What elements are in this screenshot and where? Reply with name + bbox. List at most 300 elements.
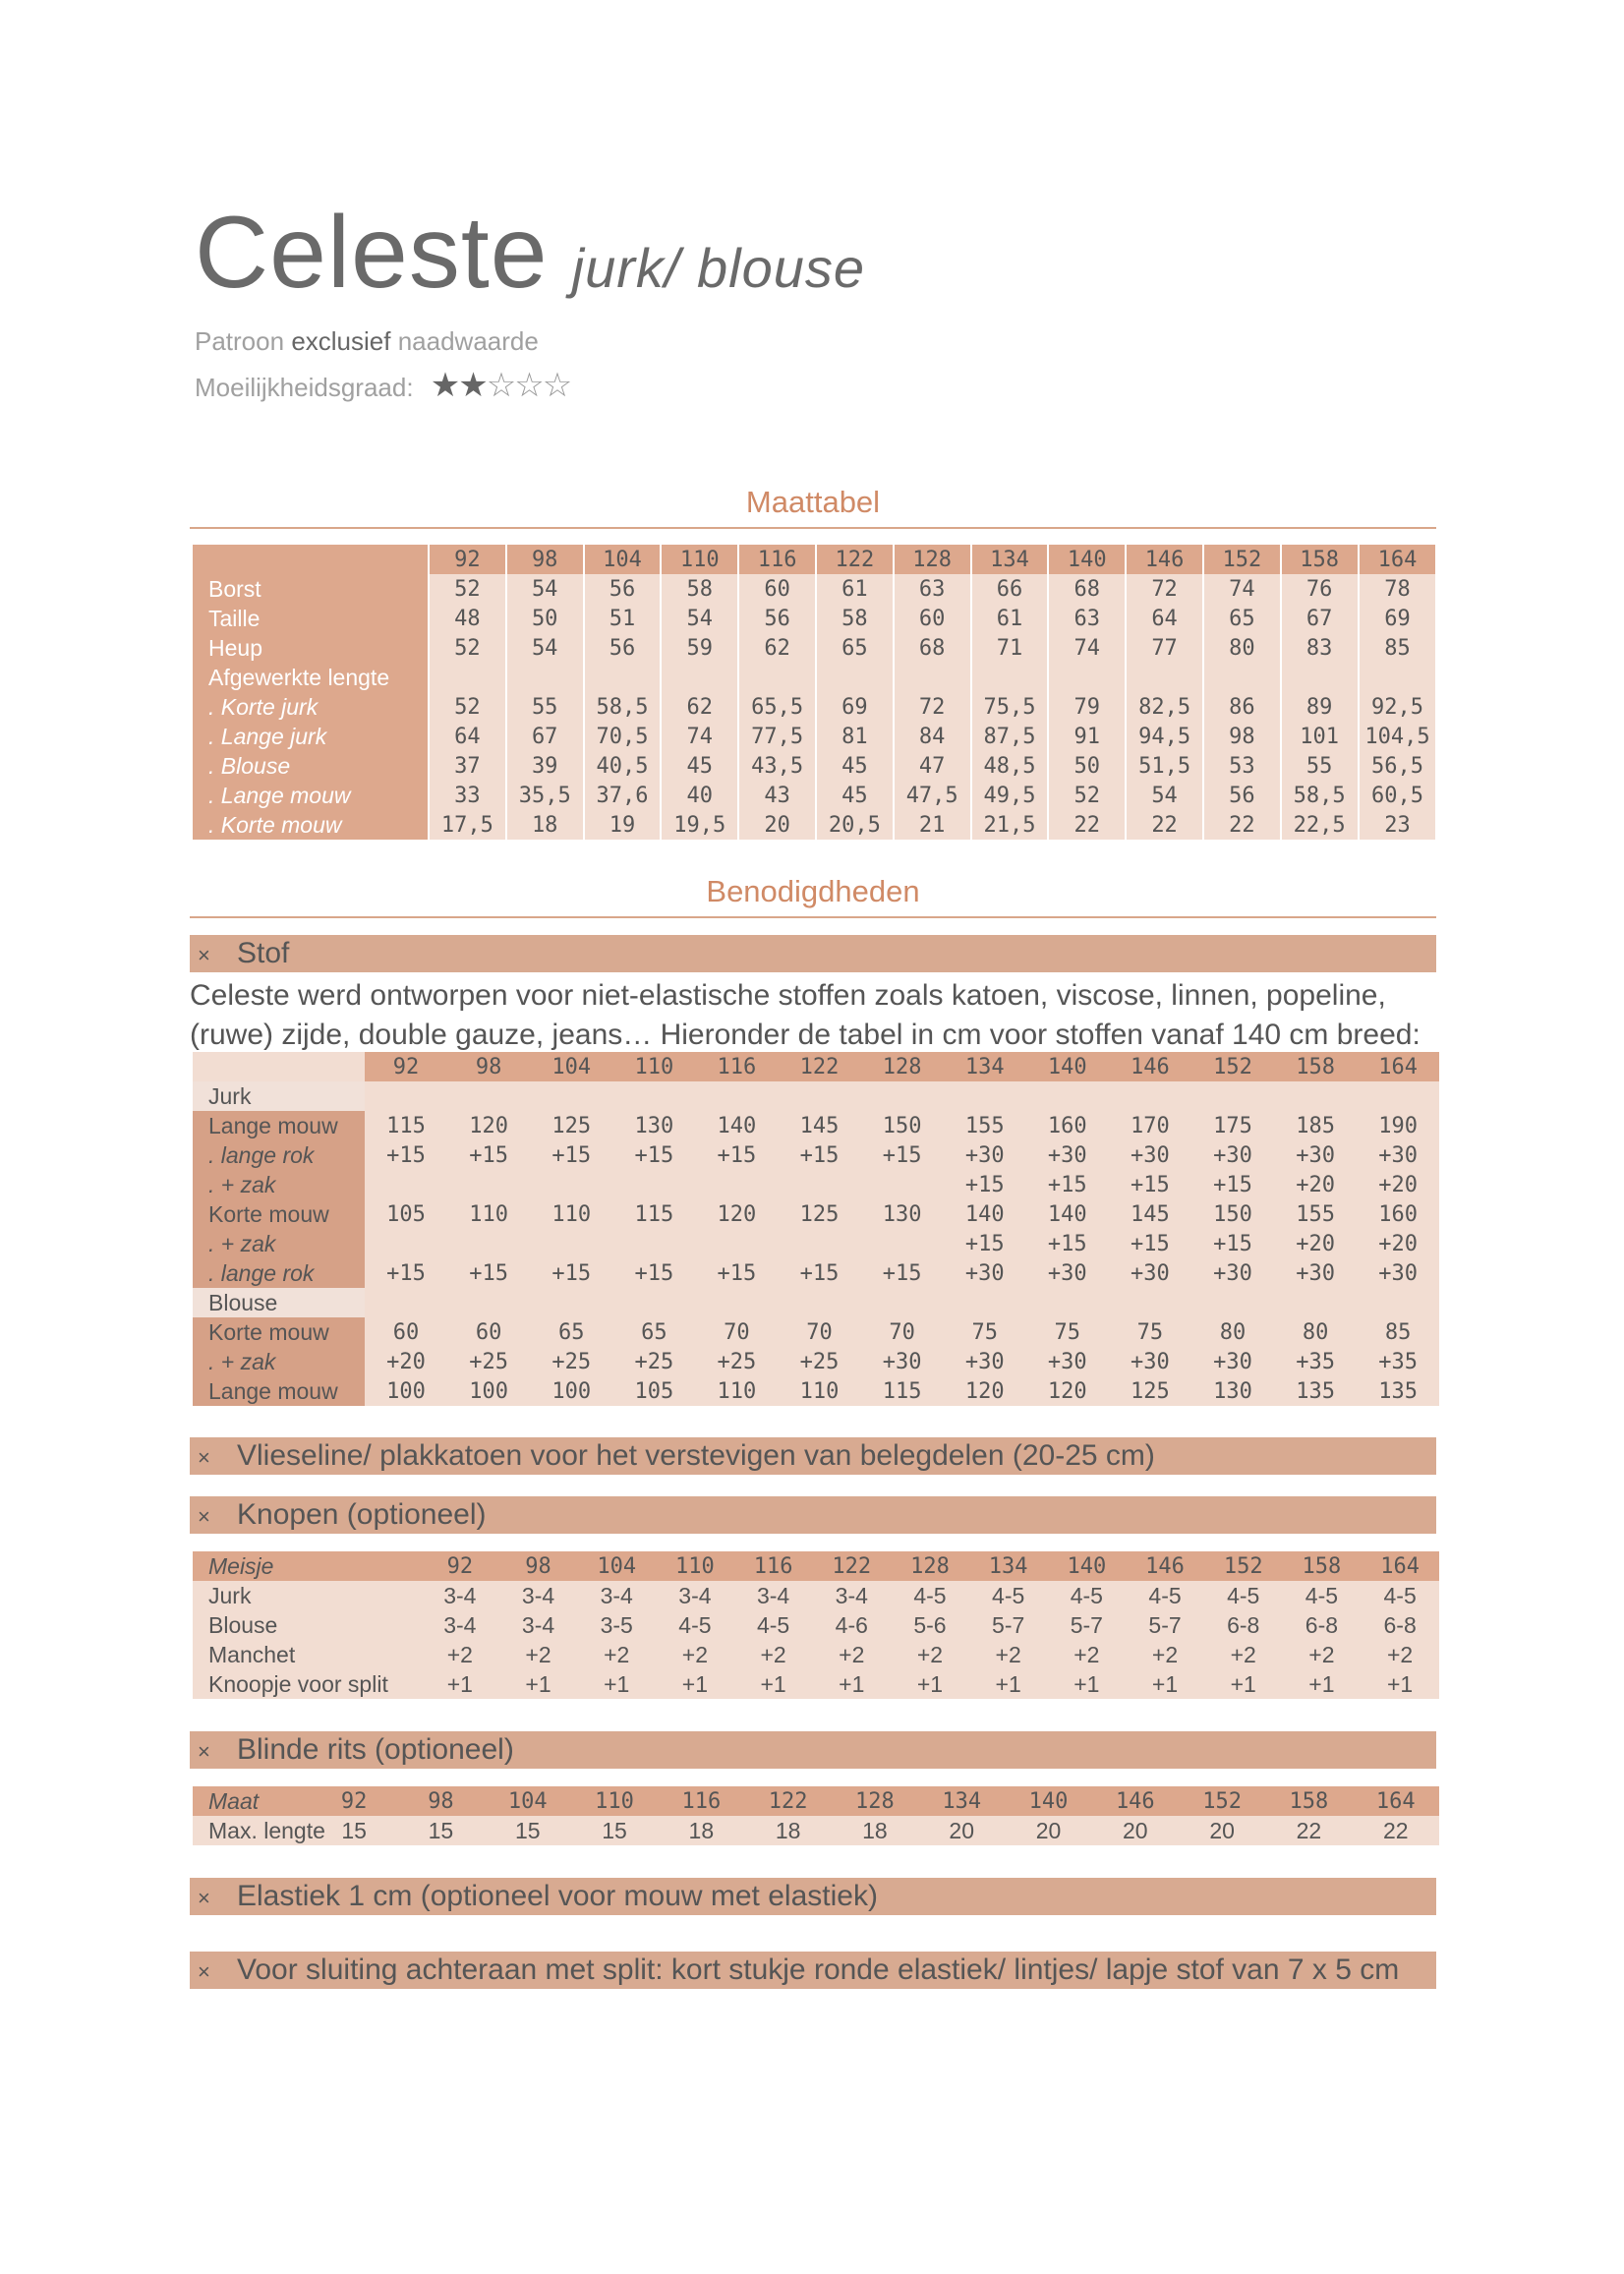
value-cell: 33 <box>429 781 506 810</box>
value-cell: +1 <box>1361 1669 1439 1699</box>
row-label-cell: . Lange jurk <box>193 722 429 751</box>
value-cell <box>365 1288 447 1317</box>
value-cell: 48 <box>429 604 506 633</box>
value-cell <box>530 1229 612 1258</box>
value-cell: 75 <box>1026 1317 1109 1347</box>
table-row <box>193 1610 1439 1640</box>
value-cell <box>861 1081 944 1111</box>
size-header-cell: 134 <box>971 545 1049 574</box>
value-cell: 37,6 <box>584 781 662 810</box>
size-header-cell: 134 <box>918 1786 1005 1816</box>
table-row <box>193 1317 1439 1347</box>
size-header-cell: 122 <box>816 545 894 574</box>
value-cell: 3-4 <box>499 1581 578 1610</box>
value-cell <box>447 1288 530 1317</box>
value-cell: 50 <box>506 604 584 633</box>
value-cell: +35 <box>1274 1347 1357 1376</box>
value-cell: +15 <box>447 1140 530 1170</box>
stof-description: Celeste werd ontworpen voor niet-elastische stoffen zoals katoen, viscose, linnen, popeline, (ruwe) zijde, double gauze, jeans… Hieronder de tabel in cm voor stoffen vanaf 140 cm breed: <box>190 979 1421 1051</box>
row-label-cell: . Blouse <box>193 751 429 781</box>
size-header-cell: 164 <box>1357 1052 1439 1081</box>
value-cell: 101 <box>1281 722 1359 751</box>
value-cell: +15 <box>1109 1229 1191 1258</box>
size-header-cell: 104 <box>530 1052 612 1081</box>
value-cell: 20 <box>1005 1816 1091 1845</box>
value-cell: 80 <box>1203 633 1281 663</box>
row-label-cell: Lange mouw <box>193 1111 365 1140</box>
value-cell <box>365 1170 447 1199</box>
value-cell <box>429 663 506 692</box>
value-cell: 145 <box>1109 1199 1191 1229</box>
table-row <box>193 1229 1439 1258</box>
value-cell: +30 <box>944 1140 1026 1170</box>
size-header-cell: 116 <box>695 1052 778 1081</box>
value-cell: 190 <box>1357 1111 1439 1140</box>
value-cell: 5-7 <box>969 1610 1048 1640</box>
value-cell: 56 <box>1203 781 1281 810</box>
value-cell: 94,5 <box>1126 722 1203 751</box>
value-cell: +30 <box>1191 1347 1274 1376</box>
value-cell: 160 <box>1026 1111 1109 1140</box>
value-cell: 51,5 <box>1126 751 1203 781</box>
value-cell: +1 <box>421 1669 499 1699</box>
size-header-cell: 134 <box>969 1551 1048 1581</box>
value-cell <box>612 1081 695 1111</box>
value-cell <box>861 1288 944 1317</box>
size-header-cell: 92 <box>311 1786 397 1816</box>
table-row <box>193 751 1435 781</box>
value-cell: 3-4 <box>734 1581 813 1610</box>
table-header-row <box>193 1052 1439 1081</box>
value-cell <box>506 663 584 692</box>
value-cell: 4-5 <box>969 1581 1048 1610</box>
size-header-cell: 164 <box>1353 1786 1439 1816</box>
value-cell: 69 <box>816 692 894 722</box>
row-label-cell: . + zak <box>193 1229 365 1258</box>
value-cell: 74 <box>1048 633 1126 663</box>
table-row <box>193 722 1435 751</box>
value-cell <box>778 1081 860 1111</box>
table-corner-cell: Meisje <box>193 1551 421 1581</box>
value-cell <box>861 1229 944 1258</box>
value-cell: 3-5 <box>577 1610 656 1640</box>
value-cell: 115 <box>612 1199 695 1229</box>
value-cell: 70 <box>778 1317 860 1347</box>
value-cell: 18 <box>506 810 584 840</box>
table-row <box>193 692 1435 722</box>
value-cell: 22 <box>1203 810 1281 840</box>
value-cell: 58,5 <box>584 692 662 722</box>
value-cell: 155 <box>1274 1199 1357 1229</box>
size-table <box>193 545 1435 840</box>
value-cell: +15 <box>944 1170 1026 1199</box>
size-header-cell: 128 <box>861 1052 944 1081</box>
maattabel-rule <box>190 527 1436 529</box>
value-cell: 3-4 <box>812 1581 891 1610</box>
value-cell: 49,5 <box>971 781 1049 810</box>
value-cell: 15 <box>397 1816 484 1845</box>
value-cell: +15 <box>695 1258 778 1288</box>
value-cell: 68 <box>1048 574 1126 604</box>
vlieseline-label: Vlieseline/ plakkatoen voor het verstevigen van belegdelen (20-25 cm) <box>237 1439 1155 1472</box>
value-cell: 59 <box>661 633 738 663</box>
row-label-cell: Jurk <box>193 1081 365 1111</box>
size-header-cell: 128 <box>891 1551 969 1581</box>
value-cell: 47,5 <box>894 781 971 810</box>
value-cell: +1 <box>734 1669 813 1699</box>
table-corner-cell <box>193 545 429 574</box>
bullet-icon: × <box>198 1739 210 1764</box>
pattern-bold: exclusief <box>291 326 391 356</box>
row-label-cell: Blouse <box>193 1288 365 1317</box>
row-label-cell: Blouse <box>193 1610 421 1640</box>
size-header-cell: 158 <box>1274 1052 1357 1081</box>
value-cell <box>1109 1288 1191 1317</box>
value-cell <box>447 1229 530 1258</box>
value-cell <box>530 1170 612 1199</box>
value-cell: +2 <box>577 1640 656 1669</box>
value-cell: 135 <box>1357 1376 1439 1406</box>
size-header-cell: 104 <box>584 545 662 574</box>
vlieseline-heading <box>190 1437 1436 1475</box>
value-cell <box>661 663 738 692</box>
value-cell: +2 <box>891 1640 969 1669</box>
size-header-cell: 98 <box>397 1786 484 1816</box>
row-label-cell: Heup <box>193 633 429 663</box>
size-header-cell: 110 <box>571 1786 658 1816</box>
size-header-cell: 164 <box>1359 545 1436 574</box>
value-cell: 155 <box>944 1111 1026 1140</box>
row-label-cell: . + zak <box>193 1170 365 1199</box>
value-cell: 22 <box>1353 1816 1439 1845</box>
value-cell <box>695 1170 778 1199</box>
value-cell: 75 <box>1109 1317 1191 1347</box>
table-row <box>193 1347 1439 1376</box>
difficulty-label: Moeilijkheidsgraad: <box>195 373 414 402</box>
value-cell: 53 <box>1203 751 1281 781</box>
value-cell <box>1191 1288 1274 1317</box>
size-header-cell: 122 <box>744 1786 831 1816</box>
value-cell: 110 <box>530 1199 612 1229</box>
value-cell: 18 <box>658 1816 744 1845</box>
value-cell: 78 <box>1359 574 1436 604</box>
value-cell: 74 <box>1203 574 1281 604</box>
value-cell: 85 <box>1359 633 1436 663</box>
size-header-cell: 104 <box>485 1786 571 1816</box>
row-label-cell: . + zak <box>193 1347 365 1376</box>
value-cell: +2 <box>499 1640 578 1669</box>
value-cell: 20 <box>918 1816 1005 1845</box>
size-header-cell: 134 <box>944 1052 1026 1081</box>
value-cell: +30 <box>1026 1347 1109 1376</box>
value-cell: 5-7 <box>1126 1610 1204 1640</box>
value-cell: 55 <box>1281 751 1359 781</box>
row-label-cell: Korte mouw <box>193 1199 365 1229</box>
value-cell: 3-4 <box>656 1581 734 1610</box>
star-filled-icon: ★★ <box>430 367 487 404</box>
value-cell: 63 <box>1048 604 1126 633</box>
value-cell: 65 <box>1203 604 1281 633</box>
bullet-icon: × <box>198 1886 210 1910</box>
value-cell: 37 <box>429 751 506 781</box>
value-cell <box>1281 663 1359 692</box>
value-cell: 4-6 <box>812 1610 891 1640</box>
table-row <box>193 1669 1439 1699</box>
value-cell <box>894 663 971 692</box>
value-cell <box>447 1170 530 1199</box>
value-cell: 40 <box>661 781 738 810</box>
value-cell: 39 <box>506 751 584 781</box>
page-title <box>195 196 865 310</box>
value-cell: +35 <box>1357 1347 1439 1376</box>
value-cell: +15 <box>530 1140 612 1170</box>
value-cell: +30 <box>1109 1347 1191 1376</box>
benodigdheden-title: Benodigdheden <box>706 874 920 908</box>
value-cell: 62 <box>661 692 738 722</box>
value-cell <box>861 1170 944 1199</box>
value-cell: 23 <box>1359 810 1436 840</box>
table-header-row <box>193 545 1435 574</box>
value-cell: +30 <box>1191 1140 1274 1170</box>
value-cell: 100 <box>530 1376 612 1406</box>
value-cell: 150 <box>1191 1199 1274 1229</box>
value-cell: 70,5 <box>584 722 662 751</box>
value-cell: 52 <box>1048 781 1126 810</box>
table-row <box>193 1640 1439 1669</box>
value-cell: +1 <box>499 1669 578 1699</box>
value-cell: 125 <box>1109 1376 1191 1406</box>
fabric-table <box>193 1052 1439 1406</box>
value-cell: +30 <box>1109 1140 1191 1170</box>
row-label-cell: Taille <box>193 604 429 633</box>
value-cell <box>1357 1081 1439 1111</box>
value-cell: +15 <box>1109 1170 1191 1199</box>
size-header-cell: 110 <box>661 545 738 574</box>
size-header-cell: 158 <box>1281 545 1359 574</box>
knopen-heading <box>190 1496 1436 1534</box>
value-cell: 4-5 <box>1204 1581 1283 1610</box>
value-cell: 40,5 <box>584 751 662 781</box>
size-header-cell: 128 <box>894 545 971 574</box>
table-corner-cell <box>193 1052 365 1081</box>
value-cell: 140 <box>695 1111 778 1140</box>
value-cell <box>944 1081 1026 1111</box>
value-cell: 115 <box>365 1111 447 1140</box>
value-cell: 20 <box>1092 1816 1179 1845</box>
value-cell: 105 <box>365 1199 447 1229</box>
value-cell <box>612 1288 695 1317</box>
value-cell: 145 <box>778 1111 860 1140</box>
table-row <box>193 1581 1439 1610</box>
value-cell: 6-8 <box>1283 1610 1362 1640</box>
stof-heading-label: Stof <box>237 937 290 969</box>
value-cell: +20 <box>1274 1229 1357 1258</box>
value-cell <box>447 1081 530 1111</box>
value-cell: 68 <box>894 633 971 663</box>
value-cell: 92,5 <box>1359 692 1436 722</box>
value-cell <box>612 1170 695 1199</box>
stof-heading <box>190 935 1436 972</box>
value-cell: 70 <box>861 1317 944 1347</box>
knopen-label: Knopen (optioneel) <box>237 1498 487 1531</box>
value-cell: 3-4 <box>499 1610 578 1640</box>
value-cell: +15 <box>1026 1229 1109 1258</box>
value-cell: 84 <box>894 722 971 751</box>
elastiek-label: Elastiek 1 cm (optioneel voor mouw met elastiek) <box>237 1880 878 1912</box>
row-label-cell: Lange mouw <box>193 1376 365 1406</box>
value-cell: 185 <box>1274 1111 1357 1140</box>
value-cell: +1 <box>969 1669 1048 1699</box>
row-label-cell: . Korte mouw <box>193 810 429 840</box>
size-header-cell: 158 <box>1265 1786 1352 1816</box>
value-cell: 130 <box>861 1199 944 1229</box>
value-cell: 43 <box>738 781 816 810</box>
table-row <box>193 1199 1439 1229</box>
value-cell: 51 <box>584 604 662 633</box>
value-cell: +1 <box>1126 1669 1204 1699</box>
sluiting-label: Voor sluiting achteraan met split: kort stukje ronde elastiek/ lintjes/ lapje stof van 7 x 5 cm <box>237 1953 1400 1986</box>
value-cell: 100 <box>447 1376 530 1406</box>
table-row <box>193 1258 1439 1288</box>
value-cell: 80 <box>1274 1317 1357 1347</box>
value-cell: 66 <box>971 574 1049 604</box>
size-header-cell: 146 <box>1126 545 1203 574</box>
table-row <box>193 633 1435 663</box>
value-cell: +15 <box>944 1229 1026 1258</box>
value-cell: 110 <box>695 1376 778 1406</box>
value-cell: 87,5 <box>971 722 1049 751</box>
size-header-cell: 146 <box>1109 1052 1191 1081</box>
size-header-cell: 116 <box>738 545 816 574</box>
rits-label: Blinde rits (optioneel) <box>237 1733 514 1766</box>
size-header-cell: 146 <box>1126 1551 1204 1581</box>
value-cell <box>738 663 816 692</box>
value-cell: +1 <box>891 1669 969 1699</box>
table-row <box>193 574 1435 604</box>
table-row <box>193 1081 1439 1111</box>
bullet-icon: × <box>198 1959 210 1984</box>
size-header-cell: 110 <box>656 1551 734 1581</box>
value-cell <box>695 1229 778 1258</box>
size-header-cell: 152 <box>1191 1052 1274 1081</box>
size-header-cell: 140 <box>1048 1551 1127 1581</box>
value-cell: 60 <box>447 1317 530 1347</box>
value-cell: +2 <box>1126 1640 1204 1669</box>
value-cell: 60 <box>738 574 816 604</box>
value-cell: +20 <box>365 1347 447 1376</box>
bullet-icon: × <box>198 1445 210 1470</box>
value-cell: +30 <box>1274 1140 1357 1170</box>
value-cell: 63 <box>894 574 971 604</box>
value-cell: +2 <box>1283 1640 1362 1669</box>
value-cell: 48,5 <box>971 751 1049 781</box>
value-cell: 21 <box>894 810 971 840</box>
row-label-cell: Korte mouw <box>193 1317 365 1347</box>
size-header-cell: 92 <box>429 545 506 574</box>
size-header-cell: 98 <box>447 1052 530 1081</box>
value-cell: 3-4 <box>421 1610 499 1640</box>
value-cell: +1 <box>1204 1669 1283 1699</box>
value-cell <box>1109 1081 1191 1111</box>
value-cell: +30 <box>1357 1140 1439 1170</box>
value-cell <box>612 1229 695 1258</box>
value-cell: 5-6 <box>891 1610 969 1640</box>
value-cell: +15 <box>778 1140 860 1170</box>
value-cell: 104,5 <box>1359 722 1436 751</box>
elastiek-heading <box>190 1878 1436 1915</box>
value-cell: +1 <box>1283 1669 1362 1699</box>
value-cell: 65 <box>612 1317 695 1347</box>
value-cell: 70 <box>695 1317 778 1347</box>
rits-heading <box>190 1731 1436 1769</box>
value-cell: 56 <box>584 574 662 604</box>
table-row <box>193 663 1435 692</box>
value-cell: +2 <box>656 1640 734 1669</box>
value-cell: 52 <box>429 574 506 604</box>
value-cell: 83 <box>1281 633 1359 663</box>
bullet-icon: × <box>198 943 210 967</box>
value-cell: +2 <box>421 1640 499 1669</box>
value-cell <box>695 1288 778 1317</box>
value-cell: +15 <box>695 1140 778 1170</box>
value-cell: 3-4 <box>421 1581 499 1610</box>
value-cell: 80 <box>1191 1317 1274 1347</box>
value-cell: 65,5 <box>738 692 816 722</box>
value-cell: 61 <box>971 604 1049 633</box>
value-cell: 19 <box>584 810 662 840</box>
row-label-cell: Borst <box>193 574 429 604</box>
value-cell: 60,5 <box>1359 781 1436 810</box>
value-cell: 18 <box>832 1816 918 1845</box>
value-cell: 58 <box>816 604 894 633</box>
row-label-cell: Manchet <box>193 1640 421 1669</box>
value-cell: 56 <box>584 633 662 663</box>
value-cell: 135 <box>1274 1376 1357 1406</box>
value-cell: 86 <box>1203 692 1281 722</box>
value-cell: 58,5 <box>1281 781 1359 810</box>
size-header-cell: 128 <box>832 1786 918 1816</box>
value-cell: +1 <box>577 1669 656 1699</box>
size-header-cell: 92 <box>421 1551 499 1581</box>
value-cell: 64 <box>1126 604 1203 633</box>
value-cell <box>778 1288 860 1317</box>
value-cell: 120 <box>447 1111 530 1140</box>
value-cell: +2 <box>1048 1640 1127 1669</box>
value-cell: +15 <box>365 1258 447 1288</box>
value-cell: 50 <box>1048 751 1126 781</box>
value-cell: 60 <box>365 1317 447 1347</box>
value-cell <box>695 1081 778 1111</box>
value-cell: 55 <box>506 692 584 722</box>
value-cell: 89 <box>1281 692 1359 722</box>
size-header-cell: 98 <box>506 545 584 574</box>
value-cell: 5-7 <box>1048 1610 1127 1640</box>
value-cell: 72 <box>1126 574 1203 604</box>
value-cell <box>778 1170 860 1199</box>
value-cell: 15 <box>485 1816 571 1845</box>
value-cell: +30 <box>861 1347 944 1376</box>
value-cell: +30 <box>1191 1258 1274 1288</box>
value-cell: 54 <box>506 633 584 663</box>
value-cell: 75,5 <box>971 692 1049 722</box>
value-cell: 67 <box>506 722 584 751</box>
size-header-cell: 122 <box>778 1052 860 1081</box>
table-row <box>193 1111 1439 1140</box>
value-cell: +15 <box>1191 1170 1274 1199</box>
size-header-cell: 122 <box>812 1551 891 1581</box>
value-cell: 54 <box>661 604 738 633</box>
size-header-cell: 152 <box>1204 1551 1283 1581</box>
